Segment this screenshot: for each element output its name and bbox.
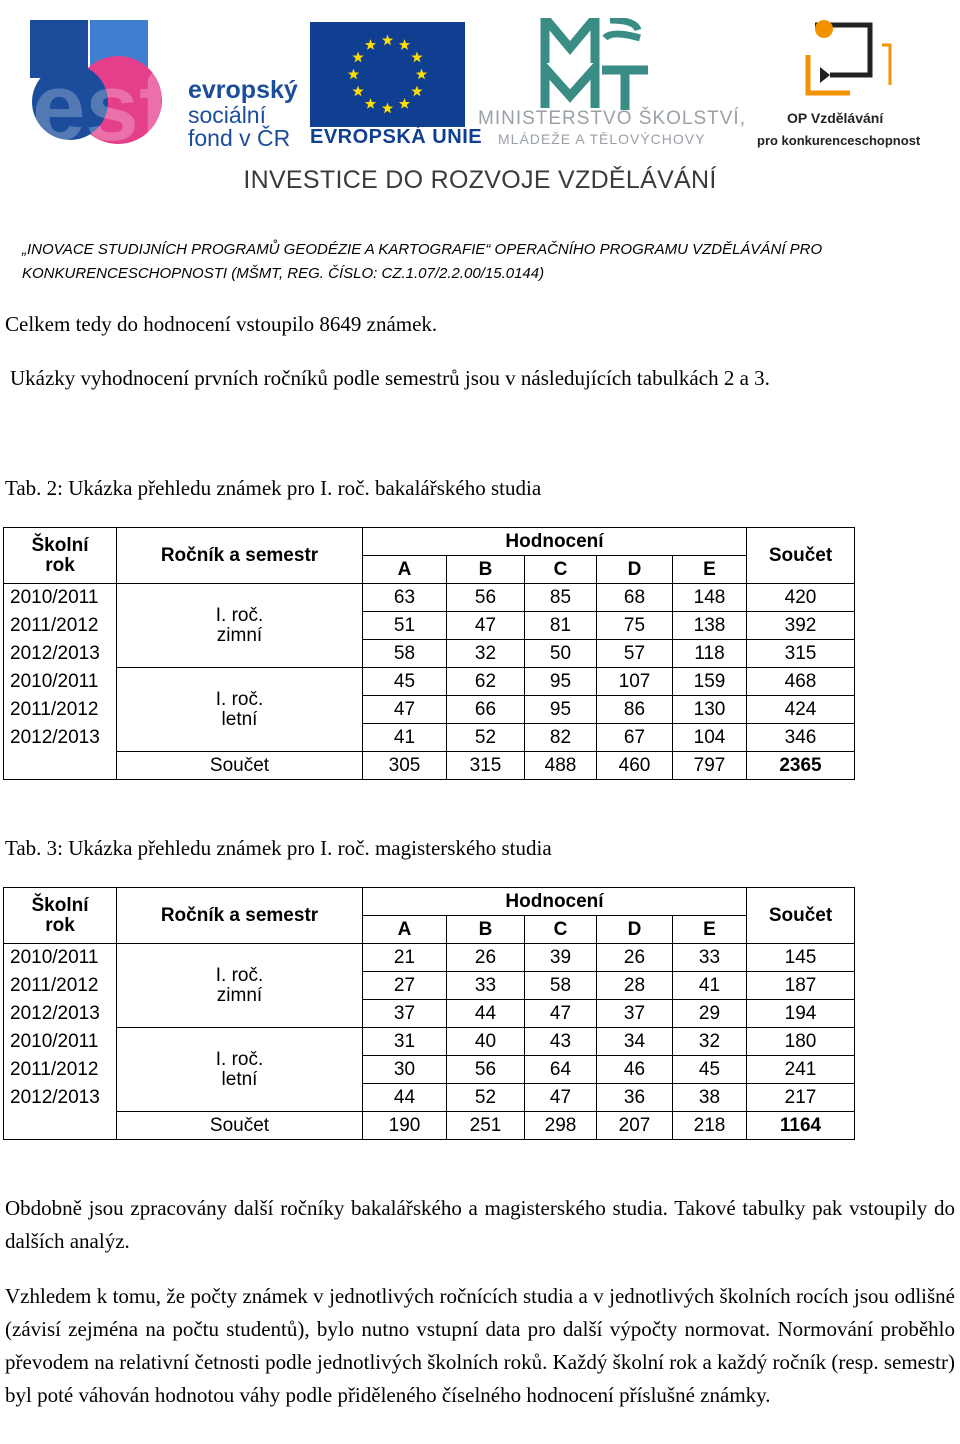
cell-b: 44 [447,1000,525,1028]
paragraph-examples: Ukázky vyhodnocení prvních ročníků podle semestrů jsou v následujících tabulkách 2 a 3. [10,366,770,390]
eu-star-icon [411,86,422,97]
eu-star-icon [399,39,410,50]
semester-cell-summer: I. roč. letní [117,668,363,752]
header-grade-b: B [447,556,525,584]
eu-star-icon [352,52,363,63]
header-grade-c: C [525,556,597,584]
cell-b: 47 [447,612,525,640]
header-rating: Hodnocení [363,528,747,556]
semester-cell-winter: I. roč. zimní [117,944,363,1028]
esf-wordmark [188,78,298,150]
total-a: 190 [363,1112,447,1140]
header-school-year: Školní rok [4,888,117,944]
cell-sum: 187 [747,972,855,1000]
table-row [4,944,855,972]
cell-a: 63 [363,584,447,612]
cell-a: 41 [363,724,447,752]
cell-a: 51 [363,612,447,640]
year-cell: 2012/2013 [4,1084,117,1112]
cell-b: 52 [447,724,525,752]
eu-star-icon [382,35,393,46]
year-cell-empty [4,752,117,780]
paragraph-normalization: Vzhledem k tomu, že počty známek v jednotlivých ročnících studia a v jednotlivých školních rocích jsou odlišné (závisí zejména na počtu studentů), bylo nutno vstupní data pro další výpočty normovat. Normování proběhlo převodem na relativní četnosti podle jednotlivých školních roků. Každý školní rok a každý ročník (resp. semestr) byl poté váhován hodnotou váhy podle přiděleného číselného hodnocení příslušné známky. [5,1284,955,1407]
header-sum: Součet [747,528,855,584]
year-cell: 2012/2013 [4,724,117,752]
table-3-caption: Tab. 3: Ukázka přehledu známek pro I. roč. magisterského studia [5,836,552,860]
cell-e: 38 [673,1084,747,1112]
cell-sum: 420 [747,584,855,612]
cell-d: 86 [597,696,673,724]
cell-a: 31 [363,1028,447,1056]
cell-a: 45 [363,668,447,696]
cell-e: 32 [673,1028,747,1056]
header-school-year: Školní rok [4,528,117,584]
cell-d: 28 [597,972,673,1000]
cell-e: 104 [673,724,747,752]
op-line-1: OP Vzdělávání [787,110,884,126]
year-cell: 2010/2011 [4,1028,117,1056]
cell-c: 81 [525,612,597,640]
cell-e: 118 [673,640,747,668]
cell-d: 107 [597,668,673,696]
semester-cell-winter: I. roč. zimní [117,584,363,668]
cell-e: 33 [673,944,747,972]
msmt-line-2: MLÁDEŽE A TĚLOVÝCHOVY [498,131,706,147]
cell-c: 47 [525,1000,597,1028]
total-b: 315 [447,752,525,780]
cell-sum: 180 [747,1028,855,1056]
cell-d: 67 [597,724,673,752]
year-cell: 2011/2012 [4,612,117,640]
total-e: 218 [673,1112,747,1140]
total-label: Součet [117,1112,363,1140]
header-grade-semester: Ročník a semestr [117,528,363,584]
cell-b: 33 [447,972,525,1000]
grand-total: 2365 [747,752,855,780]
cell-sum: 392 [747,612,855,640]
cell-a: 58 [363,640,447,668]
cell-e: 29 [673,1000,747,1028]
cell-b: 56 [447,584,525,612]
op-logo [790,15,900,107]
total-b: 251 [447,1112,525,1140]
table-2-caption: Tab. 2: Ukázka přehledu známek pro I. roč. bakalářského studia [5,476,542,500]
esf-logo [30,20,180,150]
grand-total: 1164 [747,1112,855,1140]
header-grade-b: B [447,916,525,944]
year-cell: 2010/2011 [4,584,117,612]
cell-b: 32 [447,640,525,668]
project-title-line-2: KONKURENCESCHOPNOSTI (MŠMT, REG. ČÍSLO: CZ.1.07/2.2.00/15.0144) [22,265,545,282]
cell-c: 50 [525,640,597,668]
investment-banner: INVESTICE DO ROZVOJE VZDĚLÁVÁNÍ [243,166,717,194]
year-cell: 2011/2012 [4,972,117,1000]
cell-sum: 424 [747,696,855,724]
cell-a: 30 [363,1056,447,1084]
op-line-2: pro konkurenceschopnost [757,133,921,148]
total-a: 305 [363,752,447,780]
eu-star-icon [352,86,363,97]
year-cell-empty [4,1112,117,1140]
cell-d: 37 [597,1000,673,1028]
eu-star-icon [411,52,422,63]
cell-c: 43 [525,1028,597,1056]
eu-star-icon [382,103,393,114]
table-row [4,1028,855,1056]
cell-b: 26 [447,944,525,972]
cell-a: 27 [363,972,447,1000]
cell-sum: 315 [747,640,855,668]
header-logos [0,0,960,210]
msmt-logo [540,18,650,110]
table-row [4,584,855,612]
year-cell: 2010/2011 [4,944,117,972]
total-d: 460 [597,752,673,780]
table-total-row [4,752,855,780]
year-cell: 2011/2012 [4,1056,117,1084]
cell-d: 68 [597,584,673,612]
eu-star-icon [399,98,410,109]
year-cell: 2011/2012 [4,696,117,724]
cell-c: 39 [525,944,597,972]
msmt-line-1: MINISTERSTVO ŠKOLSTVÍ, [478,108,746,129]
cell-d: 26 [597,944,673,972]
cell-a: 21 [363,944,447,972]
table-total-row [4,1112,855,1140]
cell-sum: 217 [747,1084,855,1112]
cell-c: 82 [525,724,597,752]
cell-b: 66 [447,696,525,724]
eu-label: EVROPSKÁ UNIE [310,126,483,148]
cell-d: 75 [597,612,673,640]
cell-c: 85 [525,584,597,612]
eu-star-icon [416,69,427,80]
header-grade-e: E [673,916,747,944]
cell-e: 148 [673,584,747,612]
cell-d: 57 [597,640,673,668]
total-c: 298 [525,1112,597,1140]
header-grade-d: D [597,556,673,584]
cell-e: 41 [673,972,747,1000]
svg-text:esf: esf [32,54,171,150]
project-title [22,238,942,286]
cell-e: 45 [673,1056,747,1084]
header-grade-semester: Ročník a semestr [117,888,363,944]
cell-sum: 194 [747,1000,855,1028]
cell-b: 56 [447,1056,525,1084]
esf-line-3: fond v ČR [188,124,291,151]
year-cell: 2010/2011 [4,668,117,696]
cell-sum: 145 [747,944,855,972]
paragraph-total-grades: Celkem tedy do hodnocení vstoupilo 8649 známek. [5,312,438,336]
header-grade-c: C [525,916,597,944]
cell-e: 159 [673,668,747,696]
year-cell: 2012/2013 [4,1000,117,1028]
cell-e: 138 [673,612,747,640]
cell-c: 95 [525,668,597,696]
header-sum: Součet [747,888,855,944]
cell-b: 62 [447,668,525,696]
total-d: 207 [597,1112,673,1140]
eu-star-icon [365,98,376,109]
cell-e: 130 [673,696,747,724]
project-title-line-1: „INOVACE STUDIJNÍCH PROGRAMŮ GEODÉZIE A KARTOGRAFIE“ OPERAČNÍHO PROGRAMU VZDĚLÁVÁNÍ PRO [22,241,823,258]
cell-c: 58 [525,972,597,1000]
header-rating: Hodnocení [363,888,747,916]
cell-c: 47 [525,1084,597,1112]
paragraph-other-years: Obdobně jsou zpracovány další ročníky bakalářského a magisterského studia. Takové tabulky pak vstoupily do dalších analýz. [5,1196,955,1253]
eu-flag [310,22,465,127]
total-e: 797 [673,752,747,780]
cell-sum: 468 [747,668,855,696]
cell-a: 44 [363,1084,447,1112]
year-cell: 2012/2013 [4,640,117,668]
esf-line-2: sociální [188,101,266,128]
cell-d: 34 [597,1028,673,1056]
header-grade-e: E [673,556,747,584]
table-row [4,668,855,696]
table-3 [3,887,855,1140]
esf-line-1: evropský [188,76,298,104]
cell-c: 95 [525,696,597,724]
total-c: 488 [525,752,597,780]
header-grade-a: A [363,916,447,944]
cell-a: 47 [363,696,447,724]
table-2 [3,527,855,780]
cell-b: 40 [447,1028,525,1056]
cell-b: 52 [447,1084,525,1112]
header-grade-d: D [597,916,673,944]
cell-d: 46 [597,1056,673,1084]
cell-a: 37 [363,1000,447,1028]
total-label: Součet [117,752,363,780]
cell-sum: 346 [747,724,855,752]
semester-cell-summer: I. roč. letní [117,1028,363,1112]
eu-star-icon [365,39,376,50]
cell-sum: 241 [747,1056,855,1084]
eu-star-icon [348,69,359,80]
header-grade-a: A [363,556,447,584]
cell-c: 64 [525,1056,597,1084]
cell-d: 36 [597,1084,673,1112]
